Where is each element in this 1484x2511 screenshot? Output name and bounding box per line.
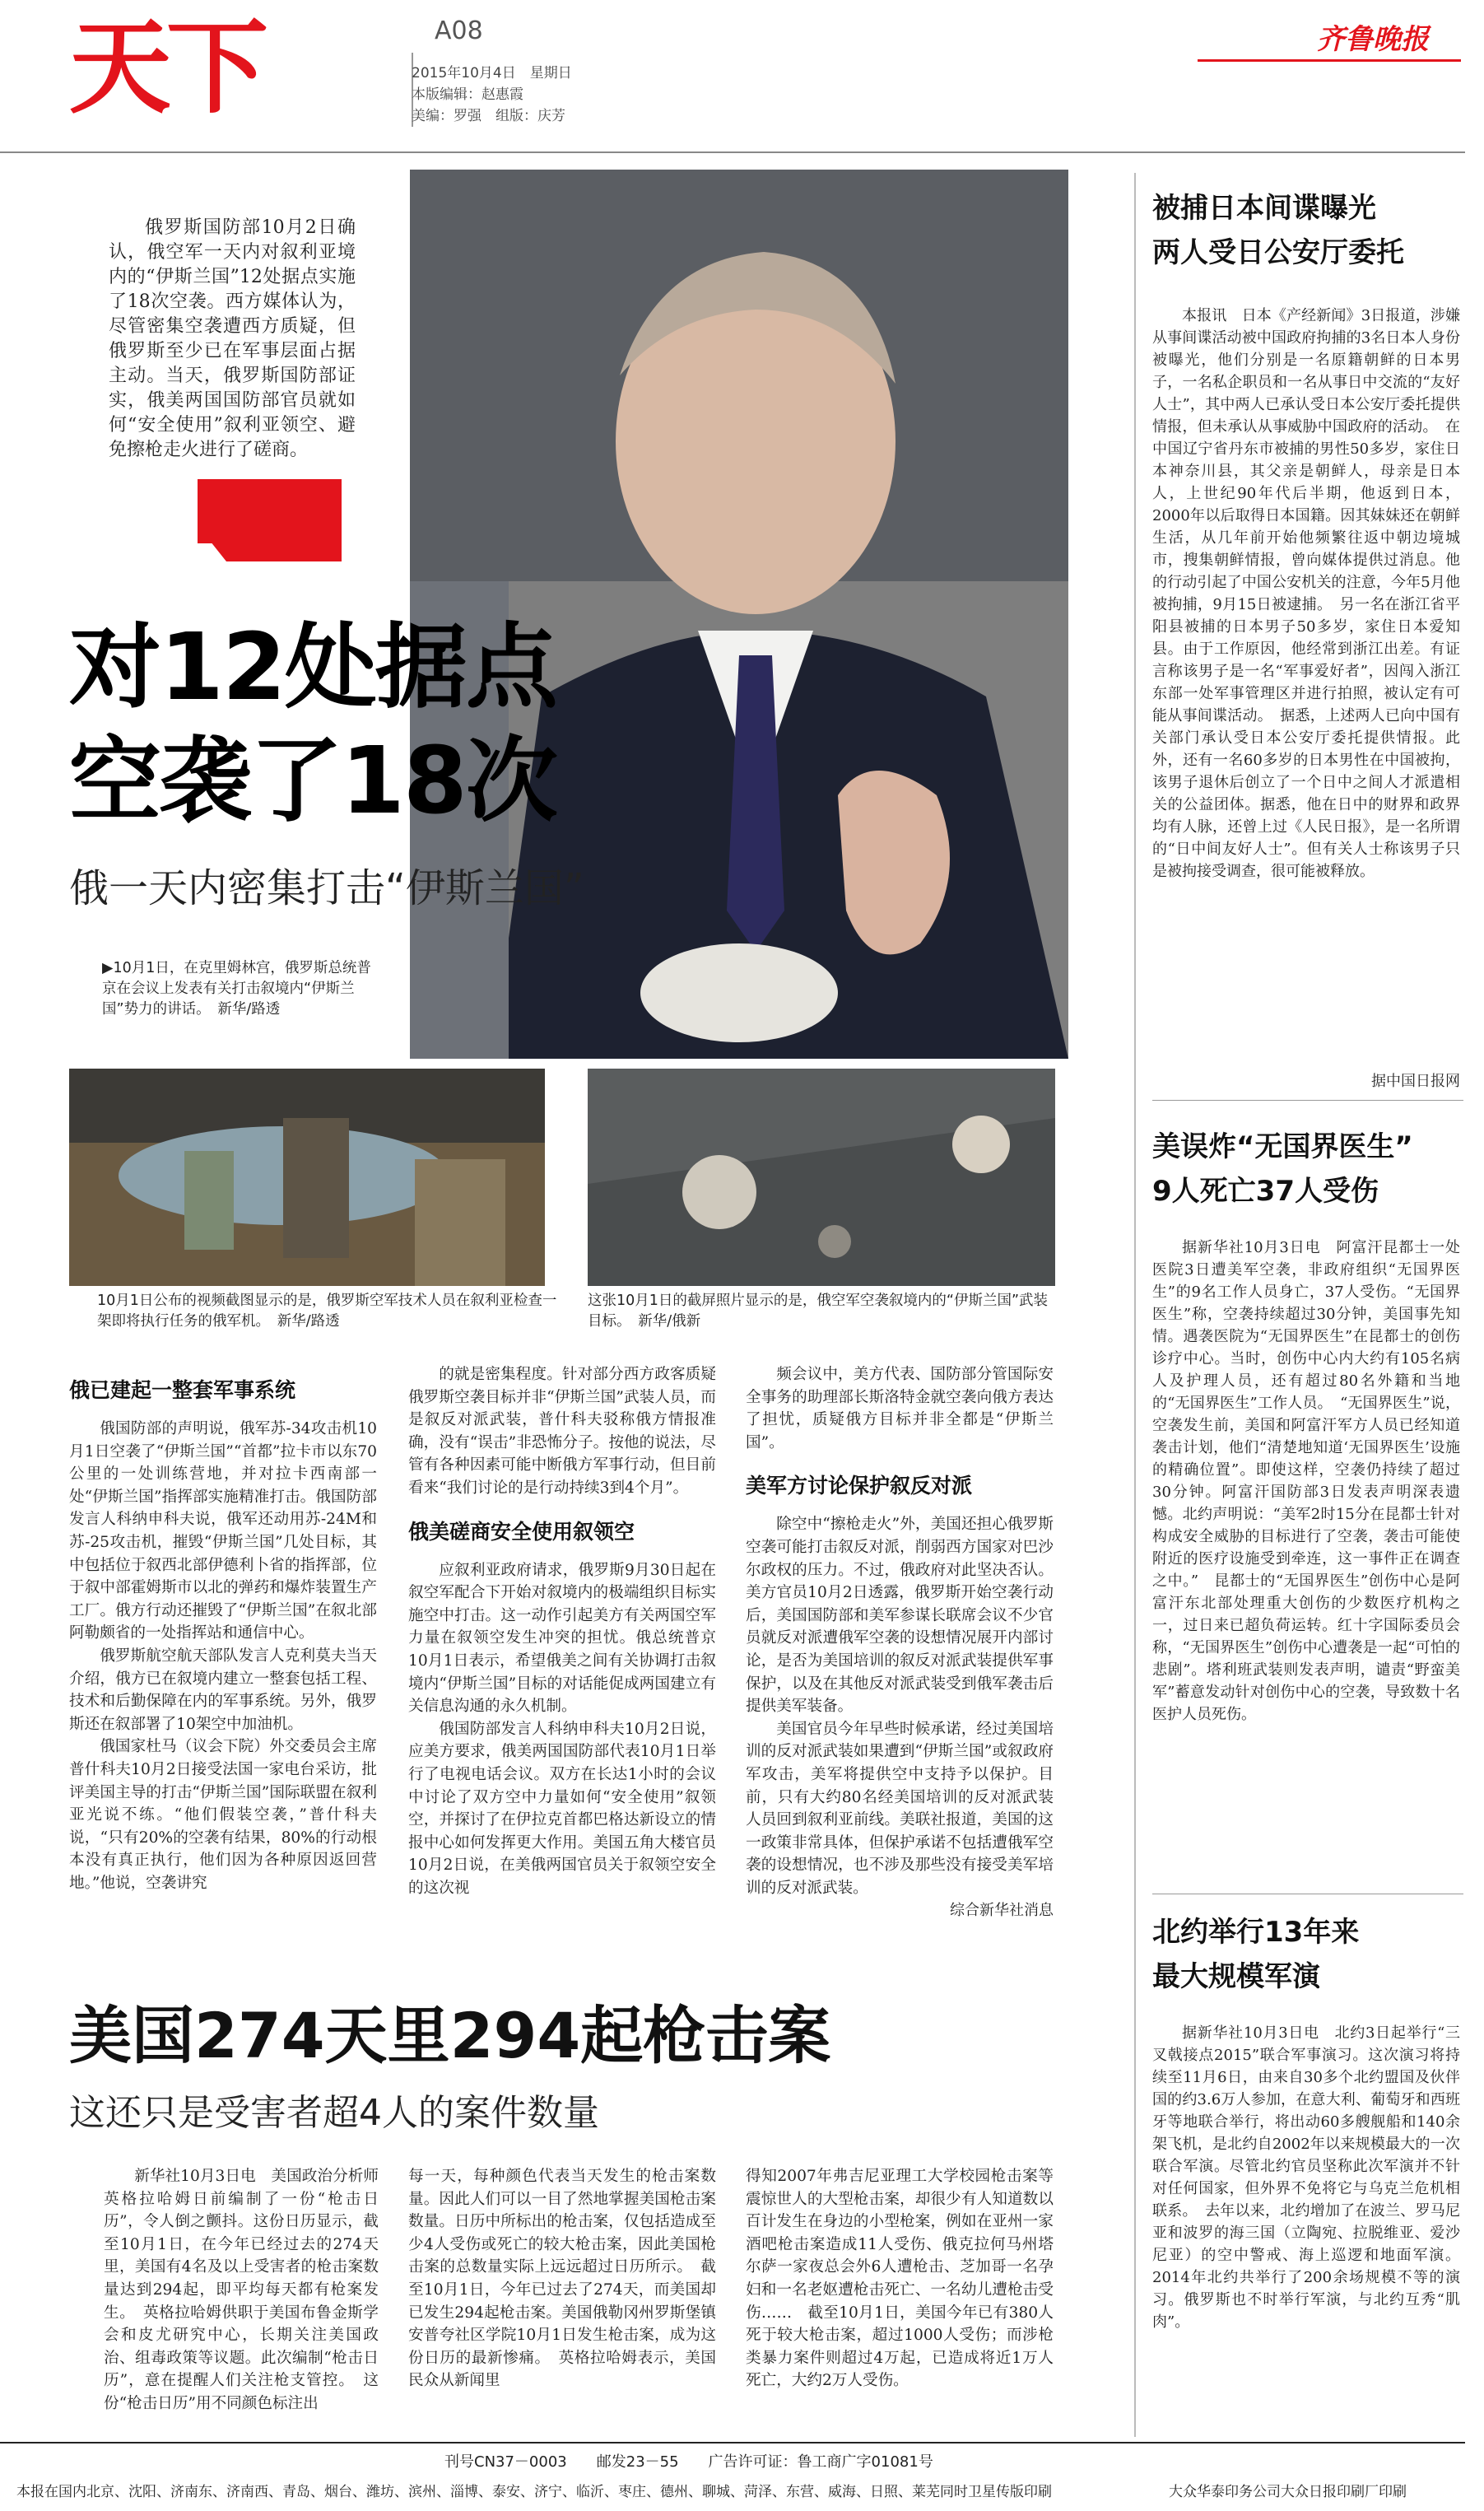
headline-line: 两人受日公安厅委托 <box>1152 236 1404 269</box>
page-editor: 本版编辑：赵惠霞 <box>412 86 523 103</box>
lead-headline-line-1: 对12处据点 <box>69 614 556 721</box>
article-column-3 <box>746 1363 1054 1923</box>
paragraph: 据新华社10月3日电 阿富汗昆都士一处医院3日遭美军空袭，非政府组织“无国界医生”的9名工作人员身亡，37人受伤。“无国界医生”称，空袭持续超过30分钟，美国事先知情。遇袭医院为“无国界医生”在昆都士的创伤诊疗中心。当时，创伤中心内大约有105名病人及护理人员，还有超过80名外籍和当地的“无国界医生”工作人员。 “无国界医生”说，空袭发生前，美国和阿富汗军方人员已经知道袭击计划，他们“清楚地知道‘无国界医生’设施的精确位置”。即使这样，空袭仍持续了超过30分钟。阿富汗国防部3日发表声明深表遗憾。北约声明说：“美军2时15分在昆都士针对构成安全威胁的目标进行了空袭，袭击可能使附近的医疗设施受到牵连，这一事件正在调查之中。” 昆都士的“无国界医生”创伤中心是阿富汗东北部处理重大创伤的少数医疗机构之一，过日来已超负荷运转。红十字国际委员会称，“无国界医生”创伤中心遭袭是一起“可怕的悲剧”。塔利班武装则发表声明，谴责“野蛮美军”蓄意发动针对创伤中心的空袭，导致数十名医护人员死伤。 <box>1152 1239 1460 1723</box>
paragraph: 俄国家杜马（议会下院）外交委员会主席普什科夫10月2日接受法国一家电台采访，批评美国主导的打击“伊斯兰国”国际联盟在叙利亚光说不练。“他们假装空袭，”普什科夫说，“只有20%的空袭有结果，80%的行动根本没有真正执行，他们因为各种原因返回营地。”他说，空袭讲究 <box>69 1738 377 1892</box>
gun-column-3: 得知2007年弗吉尼亚理工大学校园枪击案等震惊世人的大型枪击案，却很少有人知道数以百计发生在身边的小型枪案，例如在亚州一家酒吧枪击案造成11人受伤、俄克拉何马州塔尔萨一家夜总会外6人遭枪击、芝加哥一名孕妇和一名老妪遭枪击死亡、一名幼儿遭枪击受伤…… 截至10月1日，美国今年已有380人死于较大枪击案，超过1000人受伤；而涉枪类暴力案件则超过4万起，已造成将近1万人死亡，大约2万人受伤。 <box>746 2168 1054 2390</box>
footer-printer: 大众华泰印务公司大众日报印刷厂印刷 <box>1169 2484 1407 2500</box>
footer-print-sites: 本报在国内北京、沈阳、济南东、济南西、青岛、烟台、潍坊、滨州、淄博、泰安、济宁、临沂、枣庄、德州、聊城、菏泽、东营、威海、日照、莱芜同时卫星传版印刷 <box>16 2484 1052 2500</box>
footer-publication-info: 刊号CN37－0003 邮发23－55 广告许可证：鲁工商广字01081号 <box>444 2453 933 2471</box>
strike-photo-caption: 这张10月1日的截屏照片显示的是，俄空军空袭叙境内的“伊斯兰国”武装目标。 新华/俄新 <box>588 1293 1049 1330</box>
page-number: A08 <box>435 16 483 45</box>
headline-line: 北约举行13年来 <box>1152 1916 1360 1949</box>
headline-line: 最大规模军演 <box>1152 1960 1320 1993</box>
gun-column-2: 每一天，每种颜色代表当天发生的枪击案数量。因此人们可以一目了然地掌握美国枪击案数量。日历中所标出的枪击案，仅包括造成至少4人受伤或死亡的较大枪击案，因此美国枪击案的总数量实际上远远超过日历所示。 截至10月1日，今年已过去了274天，而美国却已发生294起枪击案。美国俄勒冈州罗斯堡镇安普夸社区学院10月1日发生枪击案，成为这份日历的最新惨痛。 英格拉哈姆表示，美国民众从新闻里 <box>408 2168 716 2390</box>
paragraph: 的就是密集程度。针对部分西方政客质疑俄罗斯空袭目标并非“伊斯兰国”武装人员，而是叙反对派武装，普什科夫驳称俄方情报准确，没有“误击”非恐怖分子。按他的说法，尽管有各种因素可能中断俄方军事行动，但目前看来“我们讨论的是行动持续3到4个月”。 <box>408 1366 716 1497</box>
paragraph: 俄国防部的声明说，俄军苏-34攻击机10月1日空袭了“伊斯兰国”“首都”拉卡市以东70公里的一处训练营地，并对拉卡西南部一处“伊斯兰国”指挥部实施精准打击。俄国防部发言人科纳申科夫说，俄军还动用苏-24M和苏-25攻击机，摧毁“伊斯兰国”几处目标，其中包括位于叙西北部伊德利卜省的指挥部，位于叙中部霍姆斯市以北的弹药和爆炸装置生产工厂。俄方行动还摧毁了“伊斯兰国”在叙北部阿勒颇省的一处指挥站和通信中心。 <box>69 1420 377 1642</box>
paragraph: 应叙利亚政府请求，俄罗斯9月30日起在叙空军配合下开始对叙境内的极端组织目标实施空中打击。这一动作引起美方有关两国空军力量在叙领空发生冲突的担忧。俄总统普京10月1日表示，希望俄美之间有关协调打击叙境内“伊斯兰国”目标的对话能促成两国建立有关信息沟通的永久机制。 <box>408 1561 716 1716</box>
paper-logo: 齐鲁晚报 <box>1317 23 1429 56</box>
sidebar-story-1-source: 据中国日报网 <box>1371 1073 1460 1090</box>
section-heading: 美军方讨论保护叙反对派 <box>746 1474 973 1498</box>
headline-line: 被捕日本间谍曝光 <box>1152 192 1376 225</box>
section-heading: 俄已建起一整套军事系统 <box>69 1378 296 1402</box>
airstrike-photo <box>588 1069 1055 1286</box>
paragraph: 俄罗斯航空航天部队发言人克利莫夫当天介绍，俄方已在叙境内建立一整套包括工程、技术和后勤保障在内的军事系统。另外，俄罗斯还在叙部署了10架空中加油机。 <box>69 1647 377 1733</box>
issue-date: 2015年10月4日 星期日 <box>412 65 572 82</box>
masthead-info <box>412 63 572 127</box>
sidebar-story-2-headline <box>1152 1125 1413 1214</box>
article-column-2 <box>408 1363 716 1923</box>
masthead-title: 天下 <box>69 9 264 128</box>
headline-line: 9人死亡37人受伤 <box>1152 1175 1379 1208</box>
section-heading: 俄美磋商安全使用叙领空 <box>408 1519 635 1544</box>
sidebar-story-2-body <box>1152 1237 1460 1895</box>
sidebar-story-1-body <box>1152 305 1460 1070</box>
sidebar-story-1-headline <box>1152 186 1404 275</box>
lead-subhead: 俄一天内密集打击“伊斯兰国” <box>69 865 584 911</box>
headline-line: 美误炸“无国界医生” <box>1152 1130 1413 1163</box>
paragraph: 据新华社10月3日电 北约3日起举行“三叉戟接点2015”联合军事演习。这次演习将持续至11月6日，由来自30多个北约盟国及伙伴国的约3.6万人参加，在意大利、葡萄牙和西班牙等地联合举行，将出动60多艘舰船和140余架飞机，是北约自2002年以来规模最大的一次联合军演。尽管北约官员坚称此次军演并不针对任何国家，但外界不免将它与乌克兰危机相联系。 去年以来，北约增加了在波兰、罗马尼亚和波罗的海三国（立陶宛、拉脱维亚、爱沙尼亚）的空中警戒、海上巡逻和地面军演。2014年北约共举行了200余场规模不等的演习。俄罗斯也不时举行军演，与北约互秀“肌肉”。 <box>1152 2024 1460 2331</box>
jet-inspection-photo <box>69 1069 545 1286</box>
sidebar-story-3-body <box>1152 2022 1460 2434</box>
red-speech-block <box>198 479 342 561</box>
art-editor: 美编：罗强 组版：庆芳 <box>412 108 565 124</box>
paragraph: 频会议中，美方代表、国防部分管国际安全事务的助理部长斯洛特金就空袭向俄方表达了担忧，质疑俄方目标并非全都是“伊斯兰国”。 <box>746 1366 1054 1451</box>
article-source: 综合新华社消息 <box>950 1902 1054 1920</box>
gun-headline: 美国274天里294起枪击案 <box>69 1999 831 2072</box>
main-photo-caption: ▶10月1日，在克里姆林宫，俄罗斯总统普京在会议上发表有关打击叙境内“伊斯兰国”势力的讲话。 新华/路透 <box>102 960 371 1018</box>
sidebar-story-3-headline <box>1152 1910 1359 1999</box>
paragraph: 本报讯 日本《产经新闻》3日报道，涉嫌从事间谍活动被中国政府拘捕的3名日本人身份被曝光，他们分别是一名原籍朝鲜的日本男子，一名私企职员和一名从事日中交流的“友好人士”，其中两人已承认受日本公安厅委托提供情报，但未承认从事威胁中国政府的活动。 在中国辽宁省丹东市被捕的男性50多岁，家住日本神奈川县，其父亲是朝鲜人，母亲是日本人，上世纪90年代后半期，他返到日本，2000年以后取得日本国籍。因其妹妹还在朝鲜生活，从几年前开始他频繁往返中朝边境城市，搜集朝鲜情报，曾向媒体提供过消息。他的行动引起了中国公安机关的注意，今年5月他被拘捕，9月15日被逮捕。 另一名在浙江省平阳县被捕的日本男子50多岁，家住日本爱知县。由于工作原因，他经常到浙江出差。有证言称该男子是一名“军事爱好者”，因闯入浙江东部一处军事管理区并进行拍照，被认定有可能从事间谍活动。 据悉，上述两人已向中国有关部门承认受日本公安厅委托提供情报。此外，还有一名60多岁的日本男性在中国被拘，该男子退休后创立了一个日中之间人才派遣相关的公益团体。据悉，他在日中的财界和政界均有人脉，还曾上过《人民日报》，是一名所谓的“日中间友好人士”。但有关人士称该男子只是被拘接受调查，很可能被释放。 <box>1152 307 1460 880</box>
lead-intro: 俄罗斯国防部10月2日确认，俄空军一天内对叙利亚境内的“伊斯兰国”12处据点实施了18次空袭。西方媒体认为，尽管密集空袭遭西方质疑，但俄罗斯至少已在军事层面占据主动。当天，俄罗斯国防部证实，俄美两国国防部官员就如何“安全使用”叙利亚领空、避免擦枪走火进行了磋商。 <box>109 217 356 460</box>
gun-subhead: 这还只是受害者超4人的案件数量 <box>69 2092 599 2134</box>
paragraph: 美国官员今年早些时候承诺，经过美国培训的反对派武装如果遭到“伊斯兰国”或叙政府军攻击，美军将提供空中支持予以保护。目前，只有大约80名经美国培训的反对派武装人员回到叙利亚前线。美联社报道，美国的这一政策非常具体，但保护承诺不包括遭俄军空袭的设想情况，也不涉及那些没有接受美军培训的反对派武装。 <box>746 1720 1054 1897</box>
paragraph: 俄国防部发言人科纳申科夫10月2日说，应美方要求，俄美两国国防部代表10月1日举行了电视电话会议。双方在长达1小时的会议中讨论了双方空中力量如何“安全使用”叙领空，并探讨了在伊拉克首都巴格达新设立的情报中心如何发挥更大作用。美国五角大楼官员10月2日说，在美俄两国官员关于叙领空安全的这次视 <box>408 1720 716 1897</box>
article-column-1 <box>69 1377 377 1923</box>
paragraph: 除空中“擦枪走火”外，美国还担心俄罗斯空袭可能打击叙反对派，削弱西方国家对巴沙尔政权的压力。不过，俄政府对此坚决否认。美方官员10月2日透露，俄罗斯开始空袭行动后，美国国防部和美军参谋长联席会议不少官员就反对派遭俄军空袭的设想情况展开内部讨论，是否为美国培训的叙反对派武装提供军事保护，以及在其他反对派武装受到俄军袭击后提供美军装备。 <box>746 1516 1054 1716</box>
lead-headline <box>69 611 556 838</box>
jet-photo-caption: 10月1日公布的视频截图显示的是，俄罗斯空军技术人员在叙利亚检查一架即将执行任务的俄军机。 新华/路透 <box>97 1293 557 1330</box>
lead-headline-line-2: 空袭了18次 <box>69 728 556 835</box>
gun-column-1: 新华社10月3日电 美国政治分析师英格拉哈姆日前编制了一份“枪击日历”，令人倒之颤抖。这份日历显示，截至10月1日，在今年已经过去的274天里，美国有4名及以上受害者的枪击案数量达到294起，即平均每天都有枪案发生。 英格拉哈姆供职于美国布鲁金斯学会和皮尤研究中心，长期关注美国政治、组毒政策等议题。此次编制“枪击日历”，意在提醒人们关注枪支管控。 这份“枪击日历”用不同颜色标注出 <box>104 2168 379 2412</box>
